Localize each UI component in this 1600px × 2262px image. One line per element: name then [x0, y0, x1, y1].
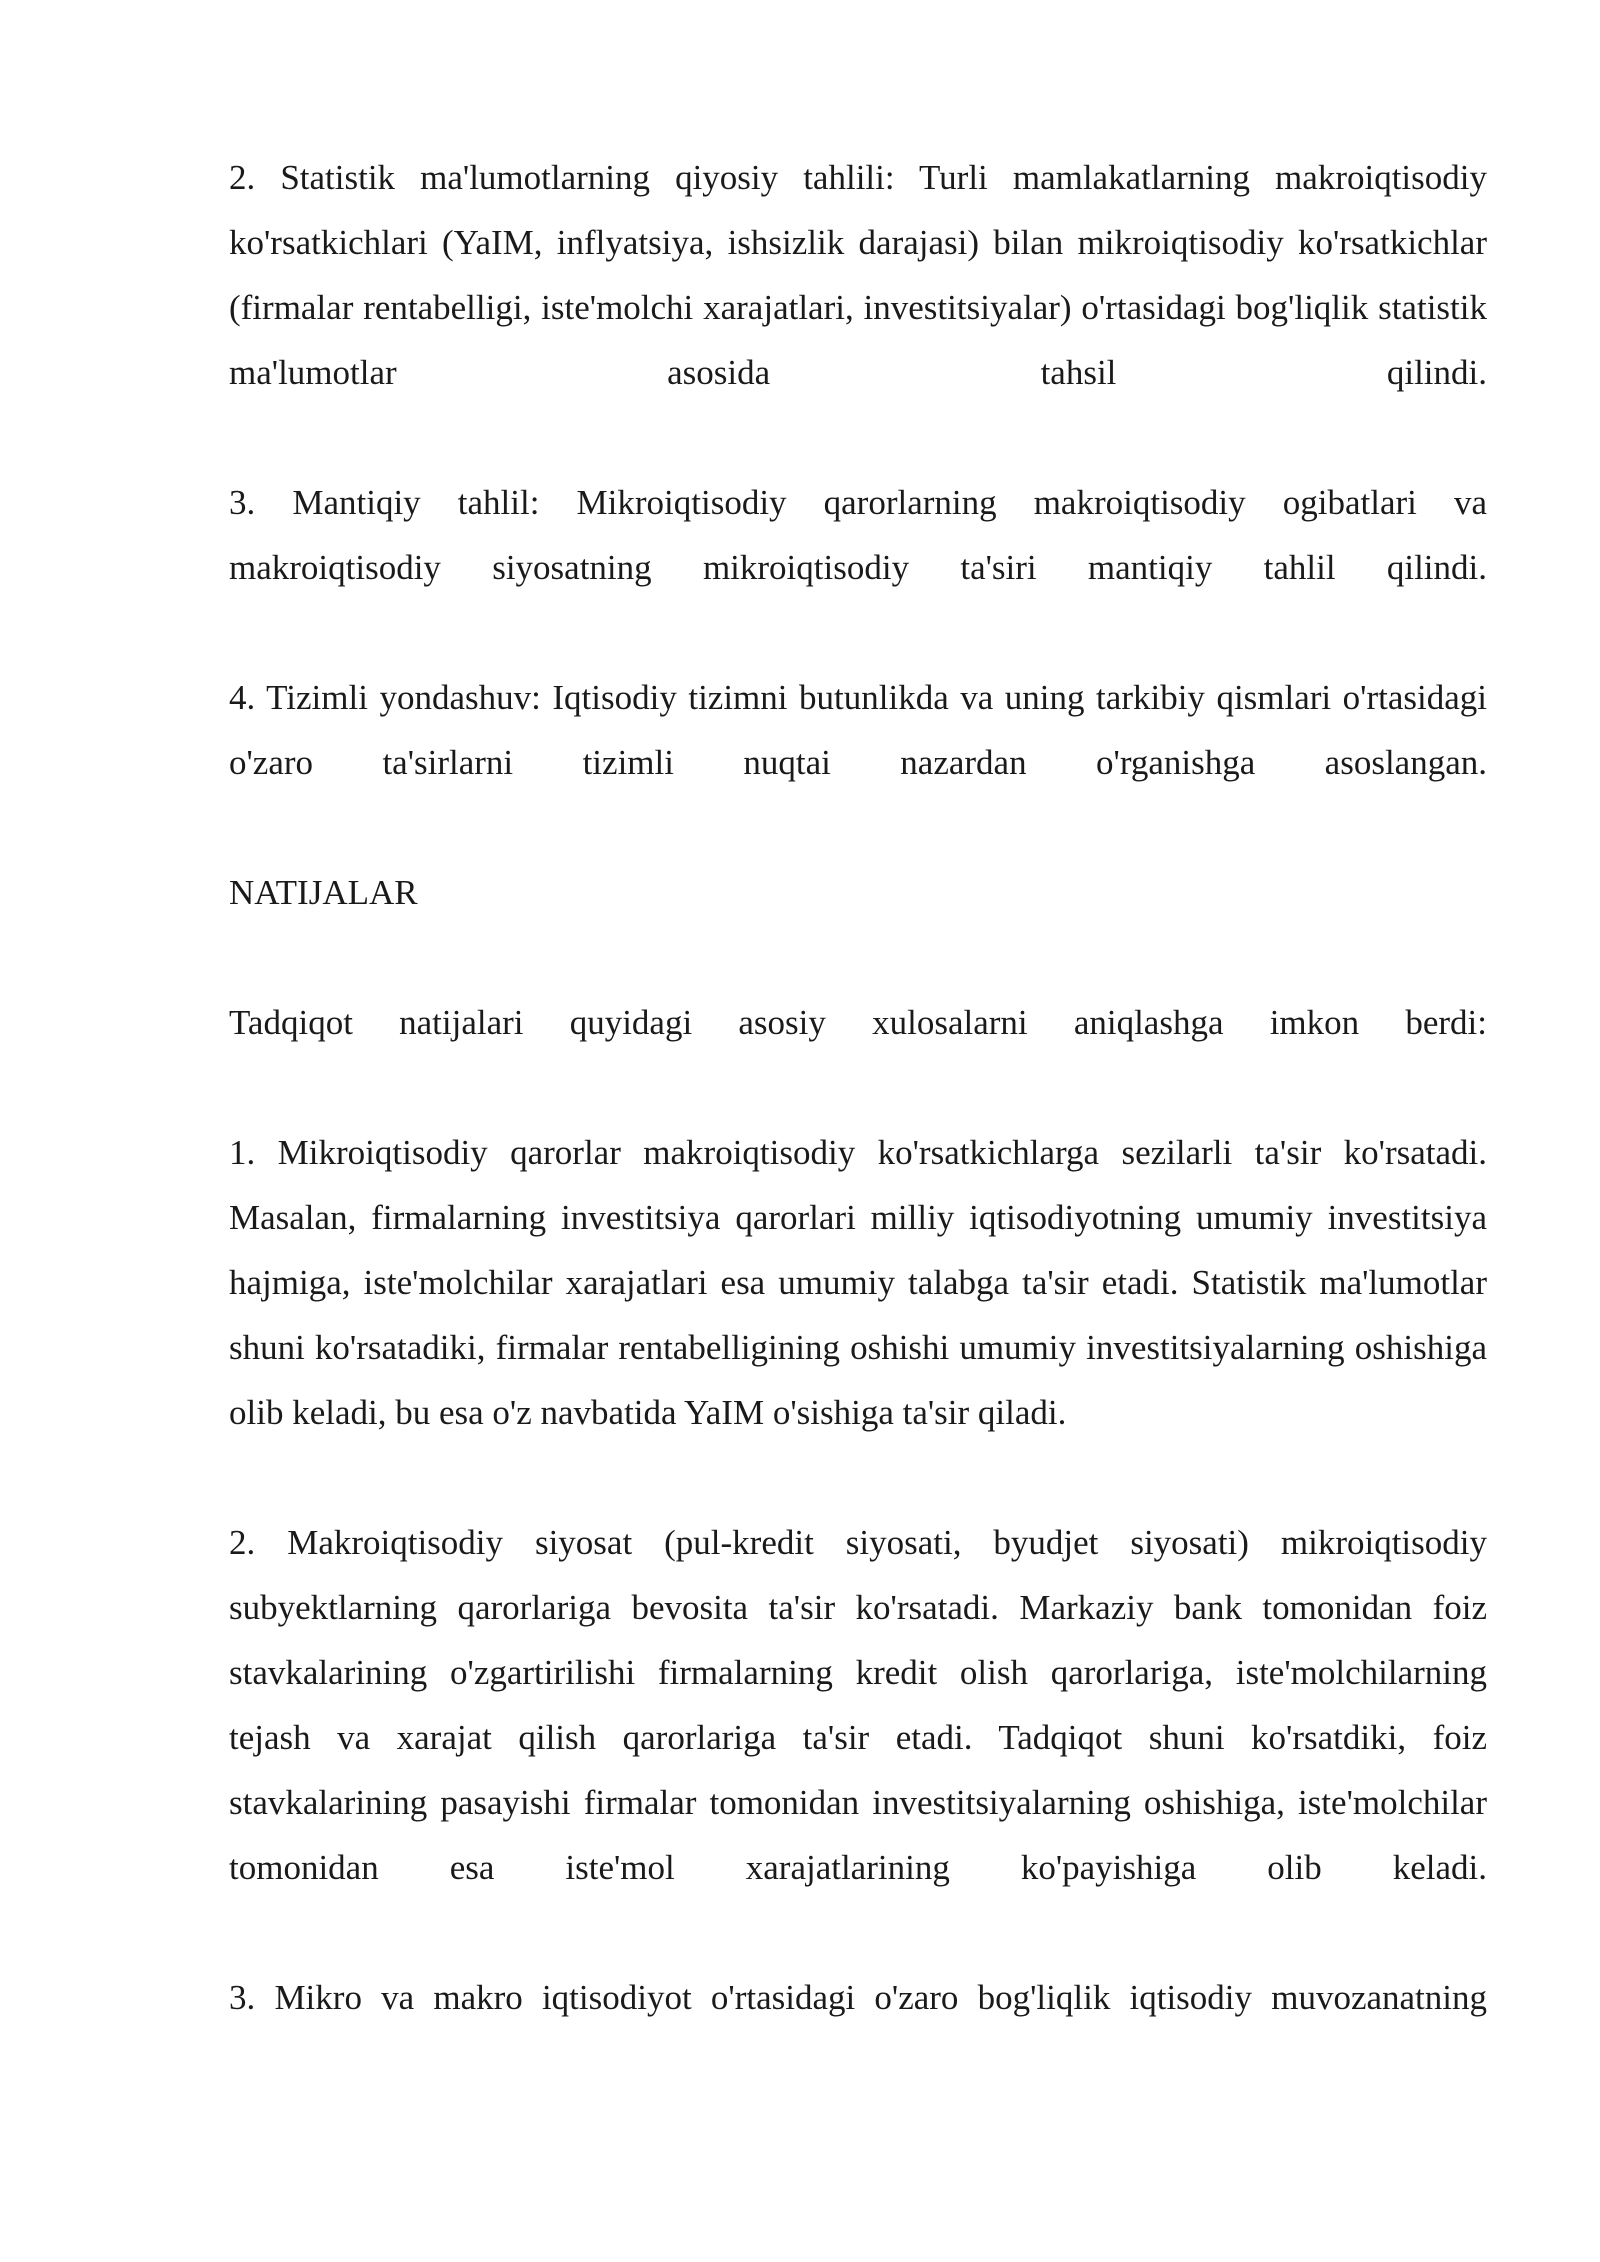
paragraph-result-1: 1. Mikroiqtisodiy qarorlar makroiqtisodiy ko'rsatkichlarga sezilarli ta'sir ko'rsatadi. Masalan, firmalarning investitsiya qarorlari milliy iqtisodiyotning umumiy investitsiya hajmiga, iste'molchilar xarajatlari esa umumiy talabga ta'sir etadi. Statistik ma'lumotlar shuni ko'rsatadiki, firmalar rentabelligining oshishi umumiy investitsiyalarning oshishiga olib keladi, bu esa o'z navbatida YaIM o'sishiga ta'sir qiladi.: [229, 1133, 1487, 1432]
results-intro: Tadqiqot natijalari quyidagi asosiy xulosalarni aniqlashga imkon berdi:: [229, 1003, 1487, 1042]
section-heading: NATIJALAR: [229, 873, 418, 912]
paragraph-result-3: 3. Mikro va makro iqtisodiyot o'rtasidagi o'zaro bog'liqlik iqtisodiy muvozanatning: [229, 1978, 1487, 2017]
paragraph-result-2: 2. Makroiqtisodiy siyosat (pul-kredit siyosati, byudjet siyosati) mikroiqtisodiy subyektlarning qarorlariga bevosita ta'sir ko'rsatadi. Markaziy bank tomonidan foiz stavkalarining o'zgartirilishi firmalarning kredit olish qarorlariga, iste'molchilarning tejash va xarajat qilish qarorlariga ta'sir etadi. Tadqiqot shuni ko'rsatdiki, foiz stavkalarining pasayishi firmalar tomonidan investitsiyalarning oshishiga, iste'molchilar tomonidan esa iste'mol xarajatlarining ko'payishiga olib keladi.: [229, 1523, 1487, 1887]
paragraph-method-4: 4. Tizimli yondashuv: Iqtisodiy tizimni butunlikda va uning tarkibiy qismlari o'rtasidagi o'zaro ta'sirlarni tizimli nuqtai nazardan o'rganishga asoslangan.: [229, 678, 1487, 782]
paragraph-method-3: 3. Mantiqiy tahlil: Mikroiqtisodiy qarorlarning makroiqtisodiy ogibatlari va makroiqtisodiy siyosatning mikroiqtisodiy ta'siri mantiqiy tahlil qilindi.: [229, 483, 1487, 587]
document-body: [229, 145, 1487, 2095]
paragraph-method-2: 2. Statistik ma'lumotlarning qiyosiy tahlili: Turli mamlakatlarning makroiqtisodiy ko'rsatkichlari (YaIM, inflyatsiya, ishsizlik darajasi) bilan mikroiqtisodiy ko'rsatkichlar (firmalar rentabelligi, iste'molchi xarajatlari, investitsiyalar) o'rtasidagi bog'liqlik statistik ma'lumotlar asosida tahsil qilindi.: [229, 158, 1487, 392]
